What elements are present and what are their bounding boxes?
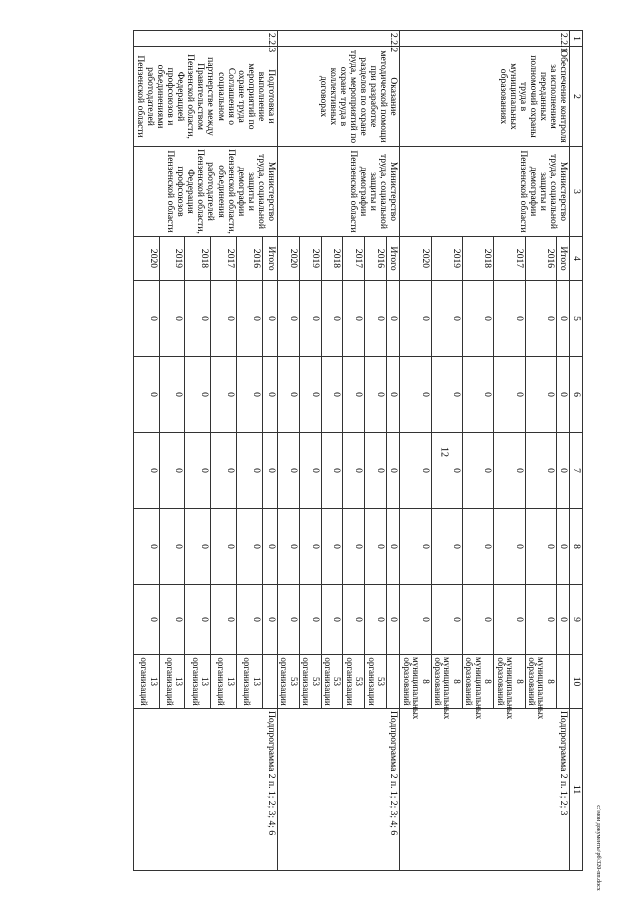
indicator-cell [387,655,400,709]
value-cell: 0 [494,433,525,509]
value-cell: 0 [159,281,185,357]
indicator-cell: 53 организации [343,655,365,709]
value-cell: 0 [159,433,185,509]
value-cell: 0 [431,433,462,509]
value-cell: 0 [462,357,493,433]
header-row [569,31,582,871]
footer-file-path: c:\мои документы\рб\320-пп.docx [595,805,601,891]
value-cell: 0 [299,585,321,655]
year-cell: 2020 [134,237,160,281]
executor-cell: Министерство труда, социальной защиты и демографии Пензенской области [400,147,570,237]
header-cell: 9 [569,585,582,655]
value-cell: 0 [134,585,160,655]
value-cell: 0 [299,357,321,433]
value-cell: 0 [185,357,211,433]
value-cell: 0 [525,357,556,433]
program-table [133,30,583,871]
year-cell: 2016 [525,237,556,281]
indicator-cell: 8 муниципальных образований [400,655,431,709]
value-cell: 0 [462,281,493,357]
header-cell: 8 [569,509,582,585]
value-cell: 0 [494,509,525,585]
value-cell: 0 [185,509,211,585]
header-cell: 2 [569,47,582,147]
value-cell: 0 [387,281,400,357]
year-cell: Итого [262,237,277,281]
value-cell: 0 [556,585,569,655]
value-cell: 0 [462,509,493,585]
value-cell: 0 [431,585,462,655]
value-cell: 0 [299,433,321,509]
page-number: 12 [438,447,450,457]
value-cell: 0 [400,357,431,433]
value-cell: 0 [431,357,462,433]
header-cell: 6 [569,357,582,433]
value-cell: 0 [211,509,237,585]
value-cell: 0 [494,357,525,433]
value-cell: 0 [321,509,343,585]
value-cell: 0 [400,281,431,357]
value-cell: 0 [494,585,525,655]
subprogram-ref-cell: Подпрограмма 2 п. 1; 2; 3; 4; 6 [134,709,278,871]
value-cell: 0 [159,509,185,585]
value-cell: 0 [262,281,277,357]
value-cell: 0 [321,433,343,509]
value-cell: 0 [185,281,211,357]
indicator-cell: 53 организации [277,655,299,709]
header-cell: 3 [569,147,582,237]
value-cell: 0 [365,509,387,585]
year-cell: 2020 [277,237,299,281]
value-cell: 0 [236,433,262,509]
year-cell: 2018 [462,237,493,281]
value-cell: 0 [277,509,299,585]
value-cell: 0 [365,281,387,357]
value-cell: 0 [343,357,365,433]
table-row [262,31,277,871]
indicator-cell: 8 муниципальных образований [462,655,493,709]
table-body [134,31,570,871]
value-cell: 0 [343,509,365,585]
value-cell: 0 [431,281,462,357]
value-cell: 0 [343,585,365,655]
value-cell: 0 [236,281,262,357]
year-cell: 2017 [211,237,237,281]
value-cell: 0 [556,357,569,433]
value-cell: 0 [262,509,277,585]
event-name-cell: Оказание методической помощи при разработке разделов по охране труда, мероприятий по охране труда в коллективных договорах [277,47,399,147]
value-cell: 0 [134,357,160,433]
value-cell: 0 [185,585,211,655]
header-cell: 10 [569,655,582,709]
value-cell: 0 [211,281,237,357]
value-cell: 0 [556,281,569,357]
value-cell: 0 [277,281,299,357]
value-cell: 0 [525,281,556,357]
value-cell: 0 [236,357,262,433]
value-cell: 0 [236,509,262,585]
item-number-cell: 2.2.1 [400,31,570,47]
value-cell: 0 [321,357,343,433]
item-number-cell: 2.2.3 [134,31,278,47]
year-cell: Итого [387,237,400,281]
subprogram-ref-cell: Подпрограмма 2 п. 1; 2; 3 [400,709,570,871]
value-cell: 0 [262,357,277,433]
value-cell: 0 [525,509,556,585]
year-cell: 2016 [365,237,387,281]
value-cell: 0 [400,585,431,655]
executor-cell: Министерство труда, социальной защиты и демографии Пензенской области, объединения работодателей Пензенской области, Федерация профсоюзов Пензенской области [134,147,278,237]
value-cell: 0 [159,357,185,433]
value-cell: 0 [277,433,299,509]
value-cell: 0 [134,509,160,585]
indicator-cell [262,655,277,709]
header-cell: 4 [569,237,582,281]
value-cell: 0 [387,357,400,433]
value-cell: 0 [134,281,160,357]
value-cell: 0 [343,281,365,357]
year-cell: 2017 [494,237,525,281]
year-cell: 2018 [185,237,211,281]
value-cell: 0 [321,585,343,655]
header-cell: 5 [569,281,582,357]
year-cell: 2017 [343,237,365,281]
header-cell: 7 [569,433,582,509]
value-cell: 0 [525,585,556,655]
indicator-cell: 13 организаций [159,655,185,709]
value-cell: 0 [462,585,493,655]
year-cell: 2016 [236,237,262,281]
value-cell: 0 [494,281,525,357]
value-cell: 0 [211,585,237,655]
indicator-cell: 8 муниципальных образований [525,655,556,709]
value-cell: 0 [556,433,569,509]
value-cell: 0 [211,433,237,509]
value-cell: 0 [236,585,262,655]
subprogram-ref-cell: Подпрограмма 2 п. 1; 2; 3; 4; 6 [277,709,399,871]
header-cell: 11 [569,709,582,871]
value-cell: 0 [277,357,299,433]
year-cell: 2019 [159,237,185,281]
value-cell: 0 [159,585,185,655]
value-cell: 0 [299,509,321,585]
value-cell: 0 [400,433,431,509]
value-cell: 0 [299,281,321,357]
event-name-cell: Подготовка и выполнение мероприятий по охране труда Соглашения о социальном партнерстве между Правительством Пензенской области, Федерацией профсоюзов и объединениями работодателей Пензенской области [134,47,278,147]
indicator-cell: 13 организаций [236,655,262,709]
value-cell: 0 [211,357,237,433]
executor-cell: Министерство труда, социальной защиты и демографии Пензенской области [277,147,399,237]
indicator-cell: 13 организаций [185,655,211,709]
value-cell: 0 [343,433,365,509]
indicator-cell: 53 организации [321,655,343,709]
indicator-cell: 13 организаций [211,655,237,709]
year-cell: Итого [556,237,569,281]
value-cell: 0 [387,585,400,655]
value-cell: 0 [277,585,299,655]
table-row [387,31,400,871]
value-cell: 0 [134,433,160,509]
value-cell: 0 [365,357,387,433]
header-cell: 1 [569,31,582,47]
indicator-cell: 53 организации [299,655,321,709]
value-cell: 0 [462,433,493,509]
value-cell: 0 [431,509,462,585]
table-row [556,31,569,871]
value-cell: 0 [185,433,211,509]
value-cell: 0 [321,281,343,357]
indicator-cell: 53 организации [365,655,387,709]
rotated-table-container [133,30,583,871]
value-cell: 0 [262,433,277,509]
value-cell: 0 [365,585,387,655]
indicator-cell: 13 организаций [134,655,160,709]
item-number-cell: 2.2.2 [277,31,399,47]
indicator-cell: 8 муниципальных образований [431,655,462,709]
value-cell: 0 [525,433,556,509]
event-name-cell: Обеспечение контроля за исполнением переданных полномочий охраны труда в муниципальных образованиях [400,47,570,147]
year-cell: 2020 [400,237,431,281]
value-cell: 0 [556,509,569,585]
indicator-cell [556,655,569,709]
value-cell: 0 [400,509,431,585]
value-cell: 0 [387,509,400,585]
year-cell: 2018 [321,237,343,281]
year-cell: 2019 [431,237,462,281]
indicator-cell: 8 муниципальных образований [494,655,525,709]
value-cell: 0 [387,433,400,509]
value-cell: 0 [262,585,277,655]
year-cell: 2019 [299,237,321,281]
value-cell: 0 [365,433,387,509]
